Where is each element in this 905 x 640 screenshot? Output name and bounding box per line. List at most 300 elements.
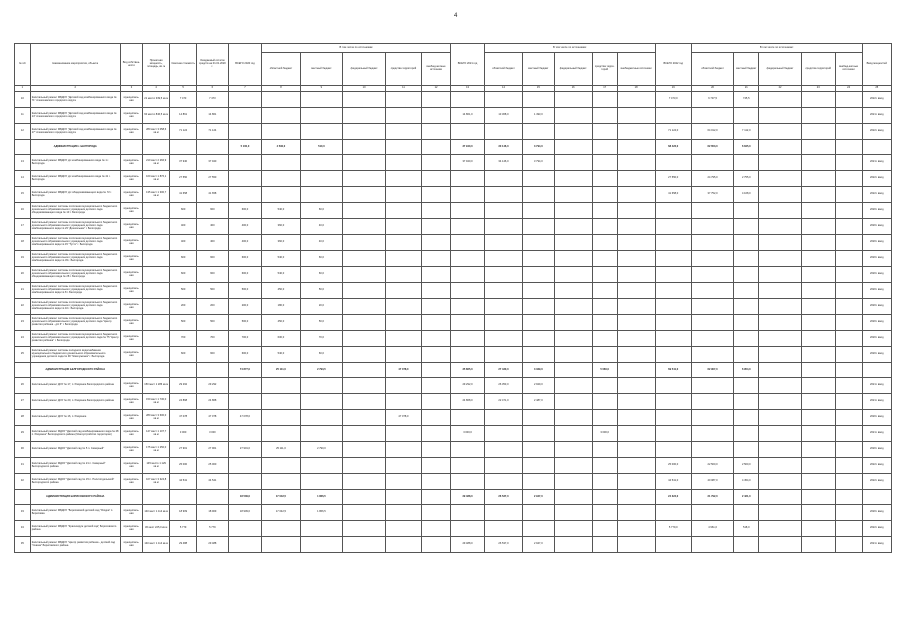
col-name-header: Наименование мероприятия, объекта — [30, 44, 120, 86]
value-cell — [554, 394, 592, 410]
row-number-cell: 29 — [15, 426, 31, 442]
value-cell: 35 865,0 — [451, 363, 485, 378]
value-cell — [835, 458, 862, 474]
value-cell — [655, 155, 691, 171]
cost-cell: 400 — [170, 235, 197, 251]
object-name-cell: Капитальный ремонт МДОУ "Детский сад комбинированного вида № 28 п. Разумное" Белгородского района (благоустройство территории) — [30, 426, 120, 442]
value-cell — [617, 108, 655, 124]
value-cell: 7 112,0 — [734, 124, 759, 140]
value-cell — [228, 124, 262, 140]
value-cell — [262, 187, 300, 203]
value-cell — [691, 251, 734, 267]
value-cell — [484, 283, 522, 299]
value-cell — [421, 426, 450, 442]
value-cell — [734, 251, 759, 267]
object-name-cell: Капитальный ремонт системы отопления муниципального бюджетного дошкольного образовательного учреждения детского сада комбинированного вида № 10 г. Белгорода — [30, 299, 120, 315]
value-cell: 630,0 — [262, 331, 300, 347]
value-cell — [835, 505, 862, 521]
value-cell — [554, 140, 592, 155]
value-cell — [343, 363, 386, 378]
row-number-cell: 20 — [15, 267, 31, 283]
value-cell — [421, 155, 450, 171]
value-cell — [262, 124, 300, 140]
value-cell — [835, 378, 862, 394]
column-number-cell: 6 — [197, 86, 228, 92]
value-cell: 22 471,0 — [484, 394, 522, 410]
value-cell — [385, 537, 421, 553]
value-cell — [759, 235, 802, 251]
value-cell — [592, 442, 617, 458]
value-cell — [343, 410, 386, 426]
cost-cell: 200 — [170, 299, 197, 315]
value-cell — [343, 378, 386, 394]
value-cell — [262, 458, 300, 474]
value-cell — [554, 124, 592, 140]
value-cell — [759, 299, 802, 315]
remaining-cell: 500 — [197, 315, 228, 331]
cost-cell: 7 473 — [170, 92, 197, 108]
value-cell — [835, 203, 862, 219]
value-cell — [759, 187, 802, 203]
capacity-cell — [143, 267, 170, 283]
value-cell — [421, 171, 450, 187]
value-cell — [801, 378, 835, 394]
capacity-cell — [143, 299, 170, 315]
cost-cell: 41 658 — [170, 187, 197, 203]
row-number-cell: 15 — [15, 187, 31, 203]
ownership-cell: муниципаль-ная — [120, 378, 142, 394]
cost-cell: 600 — [170, 251, 197, 267]
commissioning-cell: 2021г. ввод — [862, 426, 891, 442]
value-cell — [385, 219, 421, 235]
value-cell — [801, 124, 835, 140]
remaining-cell: 24 868 — [197, 394, 228, 410]
commissioning-cell — [862, 363, 891, 378]
value-cell: 34 146,0 — [484, 155, 522, 171]
value-cell — [617, 251, 655, 267]
src-territory-2020: средства территорий — [385, 53, 421, 86]
value-cell: 37 940,0 — [451, 155, 485, 171]
ownership-cell: муниципаль-ная — [120, 537, 142, 553]
value-cell — [835, 410, 862, 426]
value-cell — [691, 426, 734, 442]
commissioning-cell: 2020г. ввод — [862, 267, 891, 283]
remaining-cell: 400 — [197, 219, 228, 235]
value-cell — [617, 219, 655, 235]
src-federal-2021: федеральный бюджет — [554, 53, 592, 86]
column-number-cell: 17 — [592, 86, 617, 92]
ownership-cell: муниципаль-ная — [120, 92, 142, 108]
value-cell — [228, 394, 262, 410]
object-name-cell: Капитальный ремонт МБДОУ "Детский сад комбинированного вида № 17" Алексеевского городского округа — [30, 124, 120, 140]
value-cell — [484, 521, 522, 537]
value-cell — [300, 394, 343, 410]
table-row — [15, 299, 892, 315]
empty-cell — [120, 363, 142, 378]
value-cell — [801, 140, 835, 155]
remaining-cell: 400 — [197, 235, 228, 251]
value-cell — [617, 187, 655, 203]
section-row — [15, 490, 892, 505]
value-cell — [554, 155, 592, 171]
sources-2022-group: В том числе по источникам: — [691, 44, 862, 53]
value-cell — [617, 363, 655, 378]
value-cell — [835, 426, 862, 442]
src-regional-2021: областной бюджет — [484, 53, 522, 86]
remaining-cell: 71 124 — [197, 124, 228, 140]
column-number-cell: 3 — [120, 86, 142, 92]
value-cell — [554, 219, 592, 235]
remaining-cell: 200 — [197, 299, 228, 315]
object-name-cell: Капитальный ремонт системы отопления муниципального бюджетного дошкольного образовательного учреждения детского сада общеразвивающего вида № 28 г. Белгорода — [30, 267, 120, 283]
value-cell — [523, 283, 554, 299]
remaining-cell: 600 — [197, 203, 228, 219]
table-row — [15, 521, 892, 537]
value-cell: 540,0 — [262, 203, 300, 219]
value-cell — [617, 394, 655, 410]
table-row — [15, 474, 892, 490]
object-name-cell: Капитальный ремонт системы отопления муниципального бюджетного дошкольного образовательного учреждения детского сада комбинированного вида № 15 "Тутти" г. Белгорода — [30, 235, 120, 251]
value-cell — [592, 410, 617, 426]
ownership-cell: муниципаль-ная — [120, 347, 142, 363]
value-cell — [655, 394, 691, 410]
remaining-cell: 41 658 — [197, 187, 228, 203]
remaining-cell: 18 909 — [197, 505, 228, 521]
table-row — [15, 378, 892, 394]
table-row — [15, 347, 892, 363]
column-number-cell: 12 — [421, 86, 450, 92]
value-cell — [759, 363, 802, 378]
value-cell — [451, 235, 485, 251]
empty-cell — [170, 363, 197, 378]
value-cell — [655, 315, 691, 331]
value-cell — [421, 92, 450, 108]
value-cell — [734, 347, 759, 363]
value-cell — [617, 474, 655, 490]
value-cell — [421, 521, 450, 537]
value-cell — [343, 394, 386, 410]
value-cell — [801, 521, 835, 537]
value-cell: 27 430,0 — [484, 363, 522, 378]
value-cell: 69 541,0 — [655, 363, 691, 378]
object-name-cell: Капитальный ремонт ДОУ № 20, п. Разумное Белгородского района — [30, 394, 120, 410]
value-cell — [262, 394, 300, 410]
value-cell — [554, 410, 592, 426]
capacity-cell: 147 мест 1 107,7 кв.м — [143, 426, 170, 442]
value-cell — [484, 426, 522, 442]
value-cell — [759, 490, 802, 505]
capacity-cell: 150 мест 1 286 кв.м — [143, 378, 170, 394]
column-number-cell: 14 — [484, 86, 522, 92]
value-cell — [343, 108, 386, 124]
value-cell: 50,0 — [300, 283, 343, 299]
section-title: АДМИНИСТРАЦИЯ БОРИСОВСКОГО РАЙОНА — [30, 490, 120, 505]
object-name-cell: Капитальный ремонт МДОУ "Детский сад № 21 п. Северный" Белгородского района — [30, 458, 120, 474]
table-row — [15, 537, 892, 553]
value-cell — [262, 521, 300, 537]
value-cell — [801, 299, 835, 315]
value-cell — [617, 315, 655, 331]
col-total-2021-header: ВСЕГО 2021 год — [451, 44, 485, 86]
value-cell — [343, 155, 386, 171]
src-offbudget-2022: внебюд-жетные источники — [835, 53, 862, 86]
value-cell — [592, 490, 617, 505]
value-cell — [801, 171, 835, 187]
value-cell — [691, 331, 734, 347]
value-cell: 24 868,0 — [451, 394, 485, 410]
value-cell — [484, 442, 522, 458]
value-cell — [451, 474, 485, 490]
value-cell — [451, 267, 485, 283]
value-cell — [759, 537, 802, 553]
value-cell: 47 078,0 — [228, 410, 262, 426]
column-number-cell: 2 — [30, 86, 120, 92]
value-cell — [343, 124, 386, 140]
value-cell — [835, 283, 862, 299]
column-number-cell: 20 — [691, 86, 734, 92]
value-cell — [554, 331, 592, 347]
value-cell: 68 422,0 — [655, 140, 691, 155]
capacity-cell: 175 мест 1 250,0 кв.м — [143, 442, 170, 458]
value-cell — [801, 187, 835, 203]
value-cell — [484, 410, 522, 426]
row-number-cell: 14 — [15, 171, 31, 187]
remaining-cell: 600 — [197, 251, 228, 267]
table-row — [15, 315, 892, 331]
value-cell — [554, 267, 592, 283]
value-cell — [691, 442, 734, 458]
value-cell — [617, 410, 655, 426]
value-cell — [734, 299, 759, 315]
remaining-cell: 700 — [197, 331, 228, 347]
value-cell — [421, 267, 450, 283]
value-cell — [691, 203, 734, 219]
capacity-cell — [143, 203, 170, 219]
ownership-cell: муниципаль-ная — [120, 283, 142, 299]
ownership-cell: муниципаль-ная — [120, 267, 142, 283]
value-cell — [451, 251, 485, 267]
value-cell — [228, 155, 262, 171]
row-number-cell — [15, 363, 31, 378]
value-cell: 2 790,0 — [300, 442, 343, 458]
capacity-cell — [143, 283, 170, 299]
value-cell — [421, 315, 450, 331]
value-cell — [734, 505, 759, 521]
value-cell: 71 124,0 — [655, 124, 691, 140]
table-row — [15, 251, 892, 267]
commissioning-cell: 2022г. ввод — [862, 521, 891, 537]
value-cell — [691, 283, 734, 299]
value-cell: 22 500,0 — [691, 458, 734, 474]
capacity-cell: 21 место 339,5 кв.м — [143, 92, 170, 108]
capacity-cell: 107 мест 3 324,8 кв.м — [143, 474, 170, 490]
remaining-cell: 44 541 — [197, 474, 228, 490]
value-cell — [421, 203, 450, 219]
value-cell — [421, 363, 450, 378]
value-cell — [484, 219, 522, 235]
value-cell — [691, 155, 734, 171]
value-cell — [300, 426, 343, 442]
value-cell — [734, 537, 759, 553]
empty-cell — [197, 140, 228, 155]
value-cell — [228, 521, 262, 537]
value-cell — [801, 251, 835, 267]
value-cell — [262, 155, 300, 171]
value-cell — [759, 474, 802, 490]
src-offbudget-2020: внебюд-жетные источники — [421, 53, 450, 86]
row-number-cell: 22 — [15, 299, 31, 315]
value-cell: 5 100,0 — [228, 140, 262, 155]
commissioning-cell: 2022г. ввод — [862, 171, 891, 187]
value-cell — [759, 124, 802, 140]
capacity-cell — [143, 347, 170, 363]
value-cell — [592, 171, 617, 187]
value-cell — [759, 521, 802, 537]
col-commissioning-header: Ввод мощностей — [862, 44, 891, 86]
column-number-cell: 7 — [228, 86, 262, 92]
table-row — [15, 235, 892, 251]
value-cell — [617, 140, 655, 155]
commissioning-cell: 2020г. ввод — [862, 331, 891, 347]
value-cell — [759, 505, 802, 521]
capacity-cell: 280 мест 3 600,0 кв.м — [143, 410, 170, 426]
value-cell — [484, 251, 522, 267]
value-cell: 21 792,0 — [691, 490, 734, 505]
value-cell: 2 793,5 — [300, 363, 343, 378]
value-cell — [228, 187, 262, 203]
value-cell — [617, 92, 655, 108]
remaining-cell: 500 — [197, 283, 228, 299]
value-cell — [484, 505, 522, 521]
value-cell — [523, 219, 554, 235]
value-cell: 450,0 — [262, 283, 300, 299]
value-cell — [385, 267, 421, 283]
value-cell — [484, 187, 522, 203]
value-cell — [592, 505, 617, 521]
object-name-cell: Капитальный ремонт МДОУ "Детский сад № 5 п. Северный" — [30, 442, 120, 458]
value-cell — [554, 474, 592, 490]
ownership-cell: муниципаль-ная — [120, 315, 142, 331]
header-row-1 — [15, 44, 892, 53]
value-cell — [421, 331, 450, 347]
capacity-cell — [143, 331, 170, 347]
value-cell — [617, 124, 655, 140]
value-cell — [451, 92, 485, 108]
value-cell — [655, 537, 691, 553]
row-number-cell: 28 — [15, 410, 31, 426]
value-cell — [523, 442, 554, 458]
value-cell: 40,0 — [300, 235, 343, 251]
column-number-cell: 9 — [300, 86, 343, 92]
value-cell — [835, 537, 862, 553]
value-cell: 5 779,0 — [655, 521, 691, 537]
value-cell — [617, 458, 655, 474]
column-number-cell: 4 — [143, 86, 170, 92]
value-cell — [385, 347, 421, 363]
value-cell — [592, 458, 617, 474]
value-cell — [421, 537, 450, 553]
value-cell — [734, 267, 759, 283]
ownership-cell: муниципаль-ная — [120, 299, 142, 315]
value-cell — [484, 347, 522, 363]
value-cell — [734, 203, 759, 219]
value-cell — [835, 171, 862, 187]
row-number-cell: 26 — [15, 378, 31, 394]
value-cell — [554, 203, 592, 219]
value-cell — [300, 537, 343, 553]
value-cell — [835, 267, 862, 283]
value-cell: 26 353,0 — [484, 378, 522, 394]
value-cell — [734, 315, 759, 331]
value-cell — [451, 458, 485, 474]
row-number-cell: 18 — [15, 235, 31, 251]
remaining-cell: 600 — [197, 267, 228, 283]
value-cell — [835, 187, 862, 203]
value-cell: 540,0 — [262, 267, 300, 283]
column-number-cell: 18 — [617, 86, 655, 92]
value-cell — [592, 474, 617, 490]
ownership-cell: муниципаль-ная — [120, 331, 142, 347]
column-number-cell: 11 — [385, 86, 421, 92]
value-cell — [385, 235, 421, 251]
value-cell — [801, 394, 835, 410]
value-cell: 745,5 — [734, 92, 759, 108]
empty-cell — [120, 140, 142, 155]
value-cell — [385, 299, 421, 315]
table-row — [15, 108, 892, 124]
value-cell — [421, 474, 450, 490]
value-cell — [523, 235, 554, 251]
value-cell — [262, 92, 300, 108]
remaining-cell: 37 940 — [197, 155, 228, 171]
value-cell — [228, 458, 262, 474]
value-cell — [300, 521, 343, 537]
value-cell — [523, 458, 554, 474]
cost-cell: 600 — [170, 203, 197, 219]
commissioning-cell: 2020г. ввод — [862, 203, 891, 219]
cost-cell: 29 488 — [170, 537, 197, 553]
capacity-cell: 280 мест 3 058,6 кв.м — [143, 124, 170, 140]
table-row — [15, 203, 892, 219]
value-cell — [592, 219, 617, 235]
commissioning-cell: 2020г. ввод — [862, 347, 891, 363]
value-cell — [759, 331, 802, 347]
value-cell — [759, 394, 802, 410]
value-cell — [228, 108, 262, 124]
value-cell — [451, 203, 485, 219]
value-cell — [421, 347, 450, 363]
column-number-cell: 24 — [835, 86, 862, 92]
commissioning-cell: 2020г. ввод — [862, 410, 891, 426]
capacity-cell — [143, 315, 170, 331]
cost-cell: 18 909 — [170, 505, 197, 521]
value-cell — [523, 203, 554, 219]
ownership-cell: муниципаль-ная — [120, 394, 142, 410]
value-cell — [801, 442, 835, 458]
value-cell — [592, 537, 617, 553]
capacity-cell: 210 мест 2 266,9 кв.м — [143, 155, 170, 171]
value-cell — [554, 490, 592, 505]
value-cell — [801, 537, 835, 553]
value-cell — [421, 378, 450, 394]
value-cell — [734, 155, 759, 171]
value-cell — [801, 331, 835, 347]
value-cell — [592, 203, 617, 219]
value-cell: 4 168,0 — [734, 187, 759, 203]
value-cell — [835, 394, 862, 410]
src-local-2022: местный бюджет — [734, 53, 759, 86]
value-cell: 500,0 — [228, 283, 262, 299]
